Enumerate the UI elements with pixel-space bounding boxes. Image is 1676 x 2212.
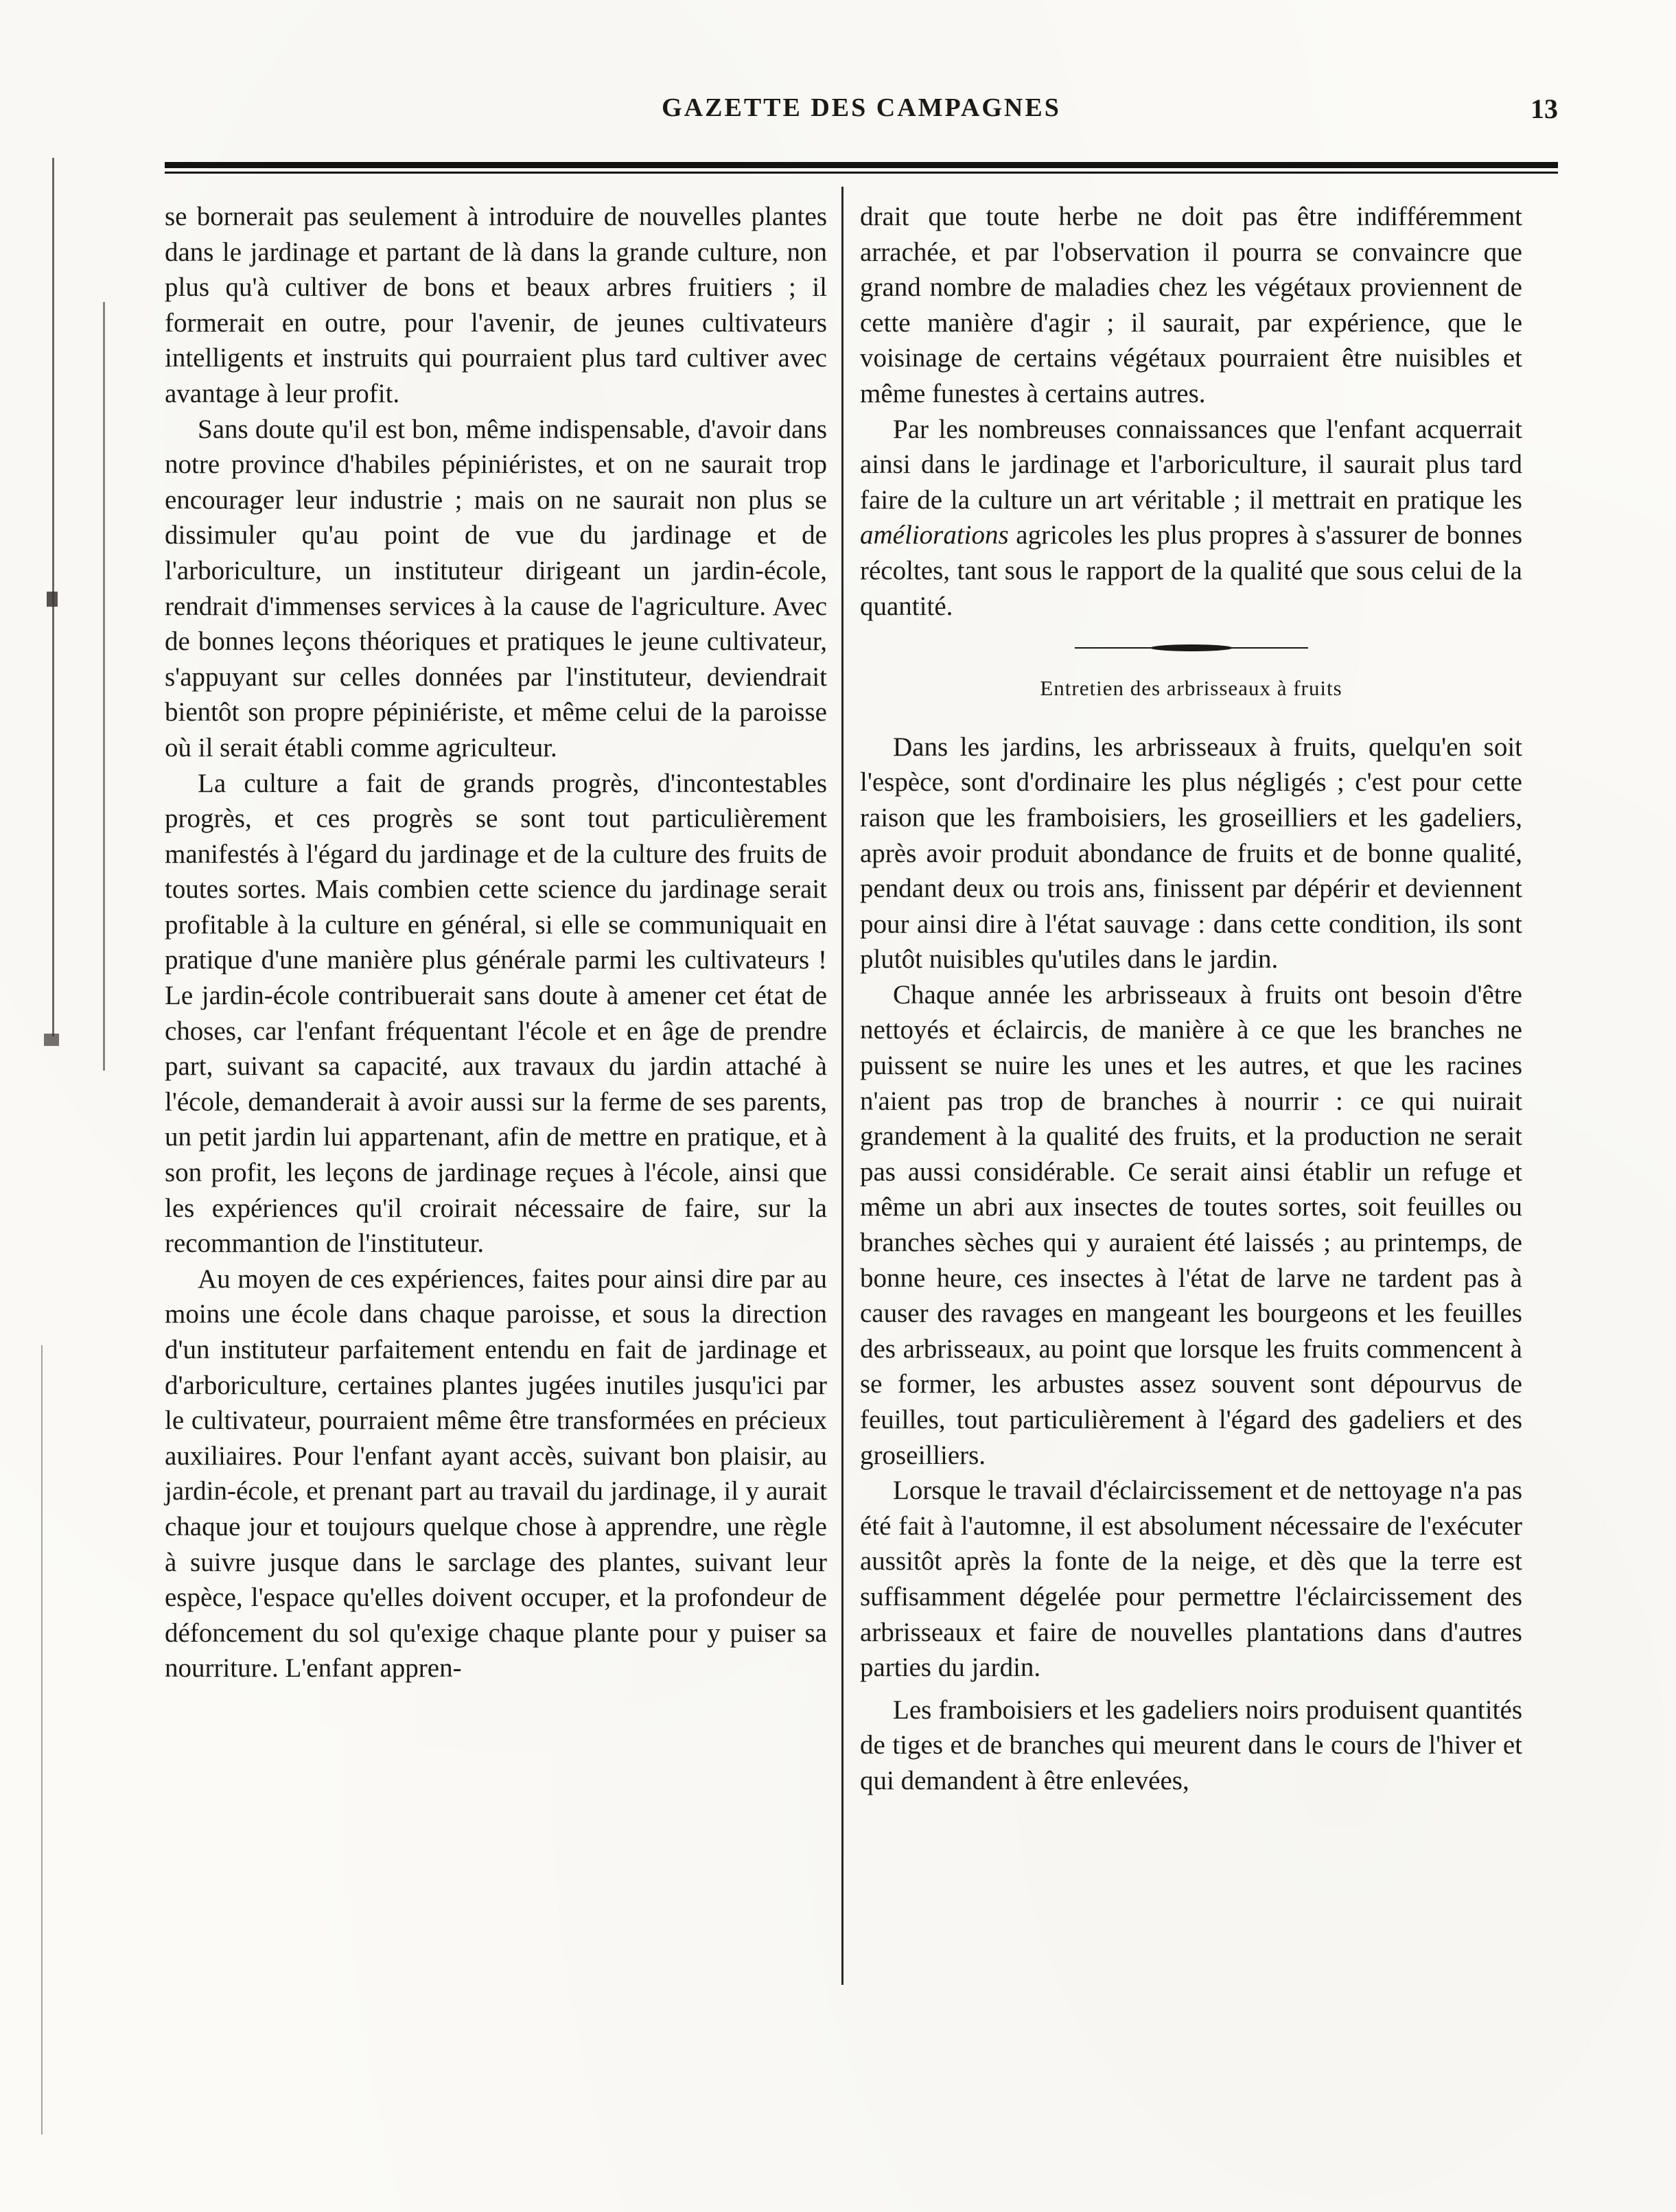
paragraph-text: agricoles les plus propres à s'assurer de bonnes récoltes, tant sous le rapport de la qualité que sous celui de la quantité. — [860, 520, 1522, 621]
paragraph: La culture a fait de grands progrès, d'incontestables progrès, et ces progrès se sont tout particulièrement manifestés à l'égard du jardinage et de la culture des fruits de toutes sortes. Mais combien cette science du jardinage serait profitable à la culture en général, si elle se communiquait en pratique d'une manière plus générale parmi les cultivateurs ! Le jardin-école contribuerait sans doute à amener cet état de choses, car l'enfant fréquentant l'école et en âge de prendre part, suivant sa capacité, aux travaux du jardin attaché à l'école, demanderait à avoir aussi sur la ferme de ses parents, un petit jardin lui appartenant, afin de mettre en pratique, et à son profit, les leçons de jardinage reçues à l'école, ainsi que les expériences qu'il croirait nécessaire de faire, sur la recommantion de l'instituteur. — [165, 768, 827, 1259]
masthead-title: GAZETTE DES CAMPAGNES — [662, 93, 1061, 122]
scan-speck — [47, 592, 58, 607]
paragraph: Lorsque le travail d'éclaircissement et de nettoyage n'a pas été fait à l'automne, il est absolument nécessaire de l'exécuter aussitôt après la fonte de la neige, et dès que la terre est suffisamment dégelée pour permettre l'éclaircissement des arbrisseaux et faire de nouvelles plantations dans d'autres parties du jardin. — [860, 1476, 1522, 1683]
paragraph: Les framboisiers et les gadeliers noirs produisent quantités de tiges et de branches qui meurent dans le cours de l'hiver et qui demandent à être enlevées, — [860, 1695, 1522, 1795]
scan-margin-line — [103, 302, 105, 1071]
left-column — [165, 199, 827, 1686]
column-divider — [841, 187, 843, 1985]
paragraph: Sans doute qu'il est bon, même indispensable, d'avoir dans notre province d'habiles pépiniéristes, et on ne saurait trop encourager leur industrie ; mais on ne saurait non plus se dissimuler qu'au point de vue du jardinage et de l'arboriculture, un instituteur dirigeant un jardin-école, rendrait d'immenses services à la cause de l'agriculture. Avec de bonnes leçons théoriques et pratiques le jeune cultivateur, s'appuyant sur celles données par l'instituteur, deviendrait bientôt son propre pépiniériste, et même celui de la paroisse où il serait établi comme agriculteur. — [165, 414, 827, 762]
emphasized-word: améliorations — [860, 520, 1009, 550]
section-separator-ornament — [1075, 643, 1308, 653]
page-header — [165, 93, 1558, 134]
scan-speck — [44, 1034, 59, 1046]
scan-margin-line — [41, 1345, 43, 2134]
paragraph: Au moyen de ces expériences, faites pour ainsi dire par au moins une école dans chaque paroisse, et sous la direction d'un instituteur parfaitement entendu en fait de jardinage et d'arboriculture, certaines plantes jugées inutiles jusqu'ici par le cultivateur, pourraient même être transformées en précieux auxiliaires. Pour l'enfant ayant accès, suivant bon plaisir, au jardin-école, et prenant part au travail du jardinage, il y aurait chaque jour et toujours quelque chose à apprendre, une règle à suivre jusque dans le sarclage des plantes, suivant leur espèce, l'espace qu'elles doivent occuper, et la profondeur de défoncement du sol qu'exige chaque plante pour y puiser sa nourriture. L'enfant appren- — [165, 1264, 827, 1684]
paragraph-text: Par les nombreuses connaissances que l'enfant acquerrait ainsi dans le jardinage et l'arboriculture, il saurait plus tard faire de la culture un art véritable ; il mettrait en pratique les — [860, 414, 1522, 515]
paragraph: Chaque année les arbrisseaux à fruits ont besoin d'être nettoyés et éclaircis, de manière à ce que les branches ne puissent se nuire les unes et les autres, et que les racines n'aient pas trop de branches à nourrir : ce qui nuirait grandement à la qualité des fruits, et la production ne serait pas aussi considérable. Ce serait ainsi établir un refuge et même un abri aux insectes de toutes sortes, soit feuilles ou branches sèches qui y auraient été laissés ; au printemps, de bonne heure, ces insectes à l'état de larve ne tardent pas à causer des ravages en mangeant les bourgeons et les feuilles des arbrisseaux, au point que lorsque les fruits commencent à se former, les arbustes assez souvent sont dépourvus de feuilles, tout particulièrement à l'égard des gadeliers et des groseilliers. — [860, 979, 1522, 1470]
header-rule-thin — [165, 172, 1558, 174]
paragraph: se bornerait pas seulement à introduire de nouvelles plantes dans le jardinage et partant de là dans la grande culture, non plus qu'à cultiver de bons et beaux arbres fruitiers ; il formerait en outre, pour l'avenir, de jeunes cultivateurs intelligents et instruits qui pourraient plus tard cultiver avec avantage à leur profit. — [165, 202, 827, 408]
page-number: 13 — [1530, 93, 1558, 124]
paragraph: drait que toute herbe ne doit pas être indifféremment arrachée, et par l'observation il pourra se convaincre que grand nombre de maladies chez les végétaux proviennent de cette manière d'agir ; il saurait, par expérience, que le voisinage de certains végétaux pourraient être nuisibles et même funestes à certains autres. — [860, 202, 1522, 408]
section-heading: Entretien des arbrisseaux à fruits — [1040, 676, 1342, 701]
right-column — [860, 199, 1522, 1799]
paragraph — [860, 412, 1522, 625]
header-rule-thick — [165, 162, 1558, 168]
paragraph: Dans les jardins, les arbrisseaux à fruits, quelqu'en soit l'espèce, sont d'ordinaire les plus négligés ; c'est pour cette raison que les framboisiers, les groseilliers et les gadeliers, après avoir produit abondance de fruits et de bonne qualité, pendant deux ou trois ans, finissent par dépérir et deviennent pour ainsi dire à l'état sauvage : dans cette condition, ils sont plutôt nuisibles qu'utiles dans le jardin. — [860, 732, 1522, 975]
